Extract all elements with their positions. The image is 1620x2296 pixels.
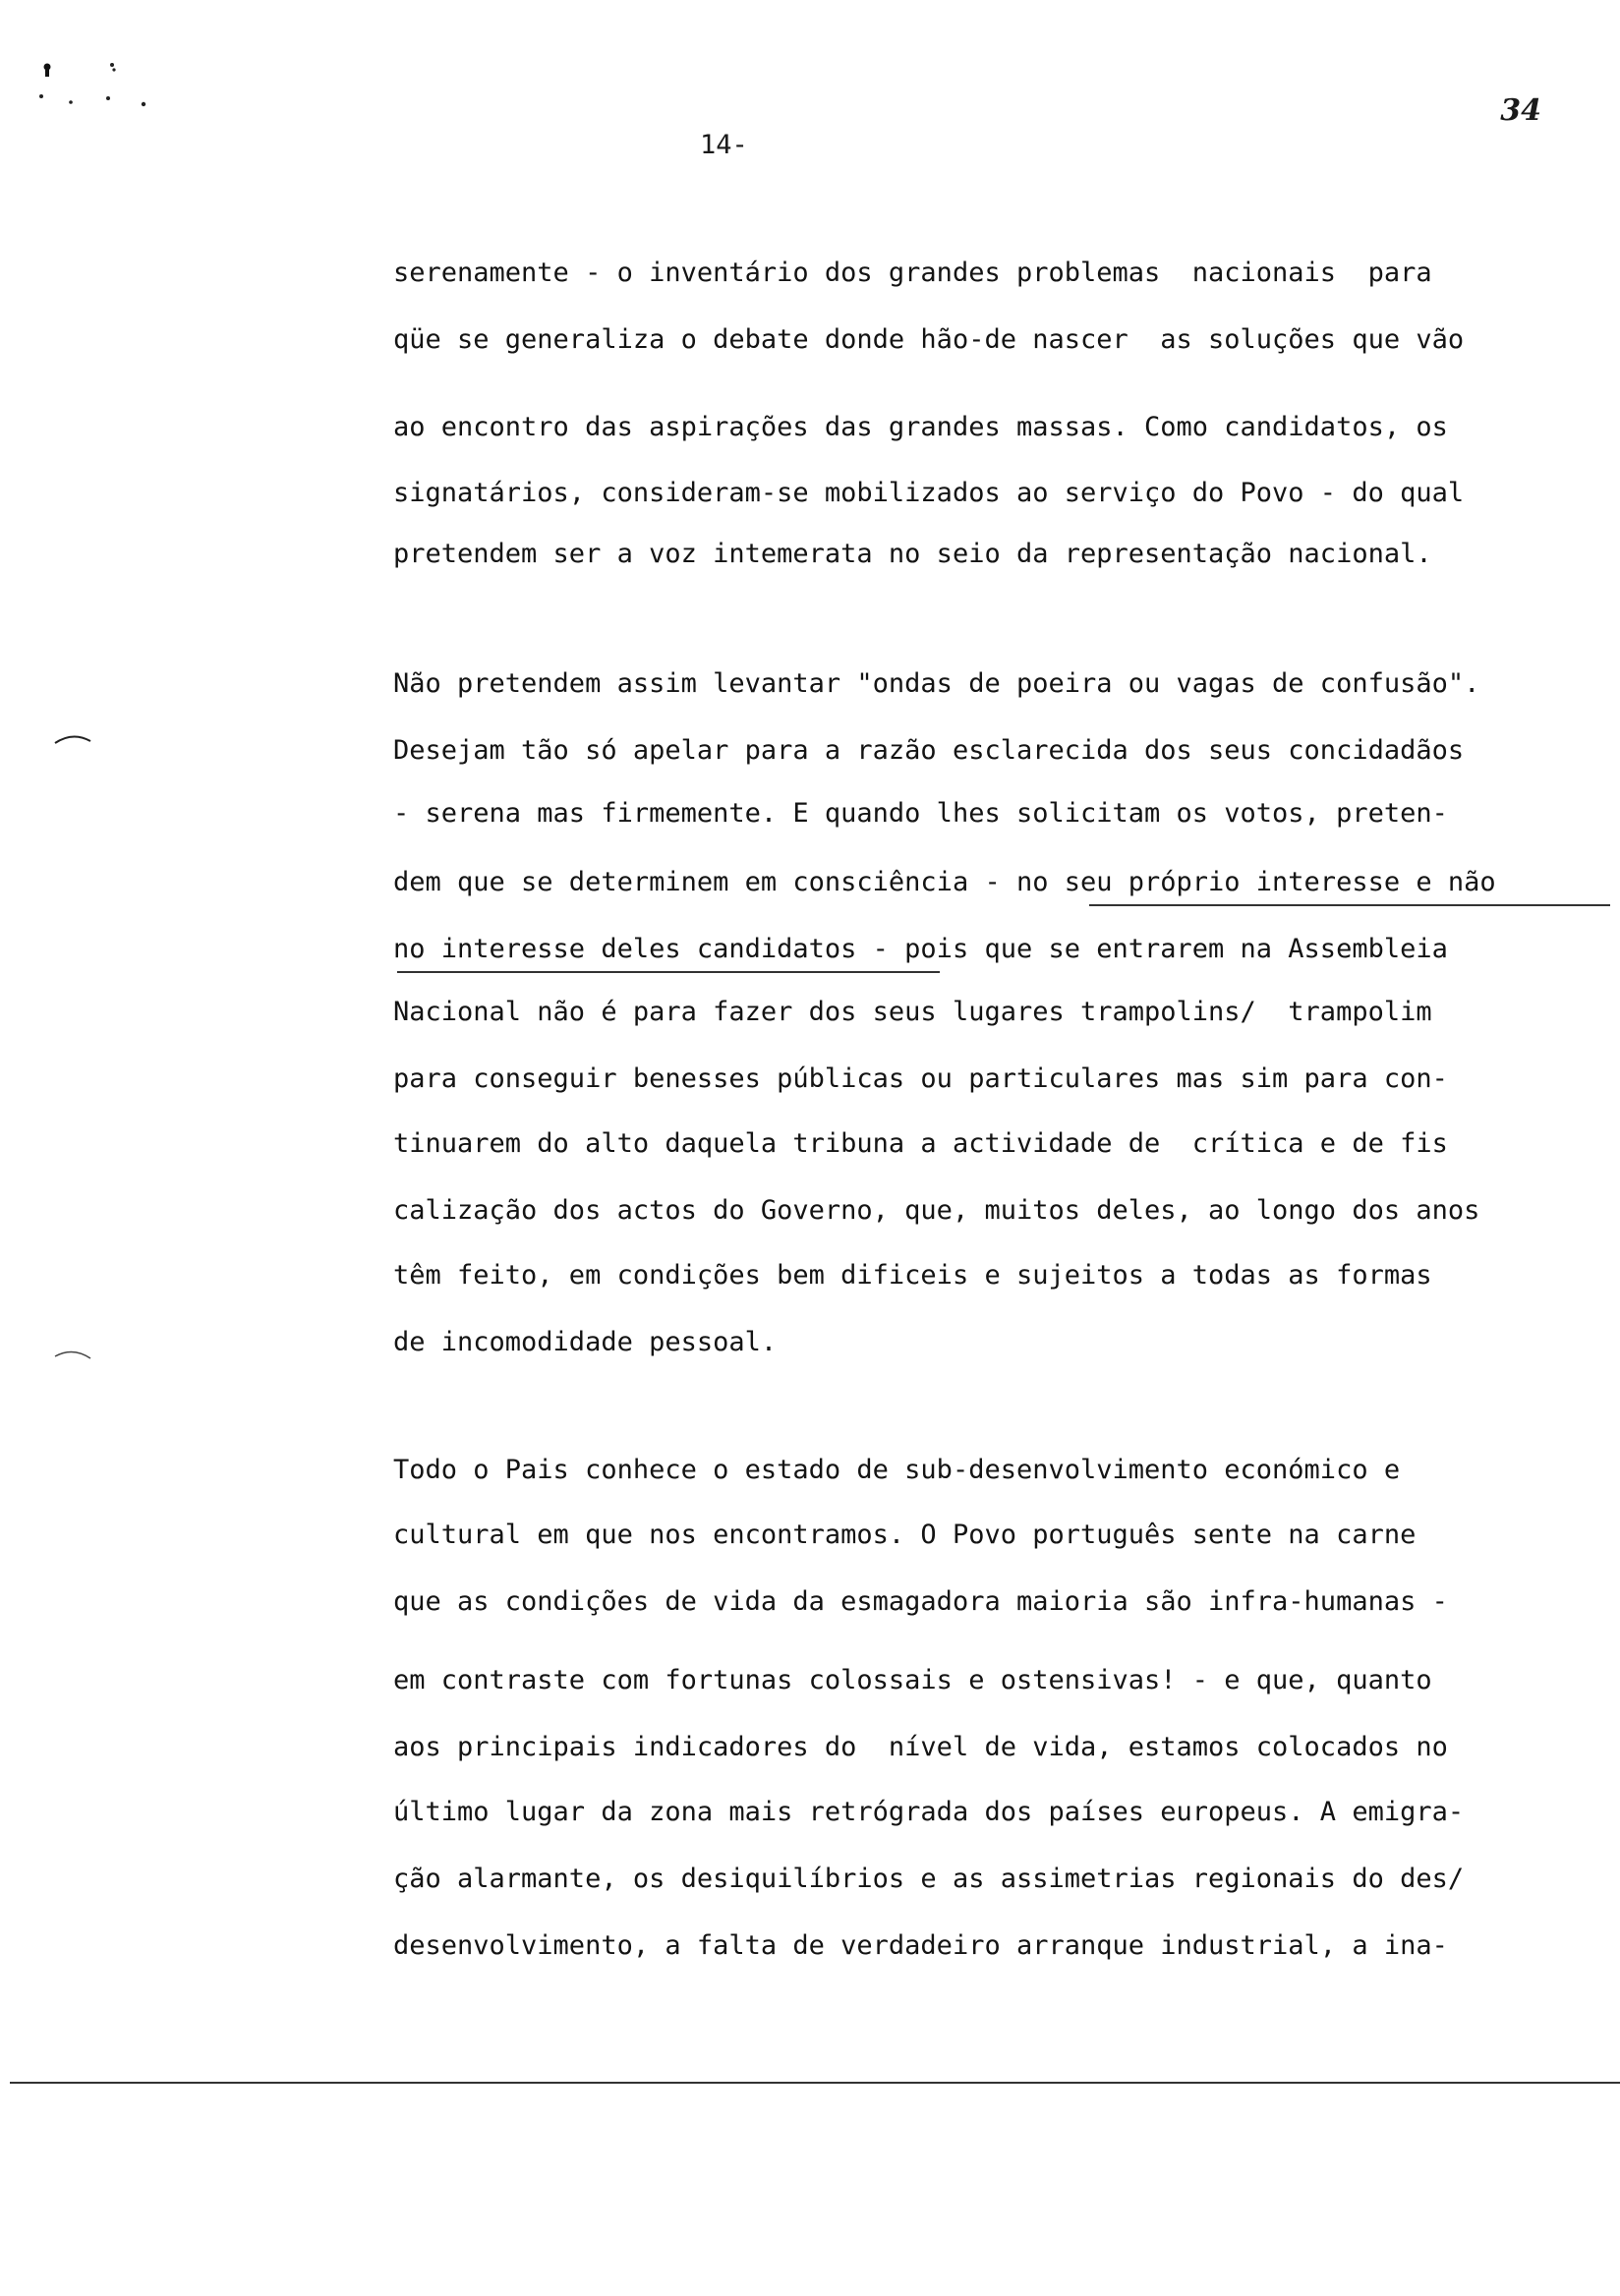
text-line: têm feito, em condições bem dificeis e sujeitos a todas as formas	[393, 1260, 1432, 1291]
text-line: calização dos actos do Governo, que, muitos deles, ao longo dos anos	[393, 1195, 1480, 1226]
archive-number: 34	[1500, 93, 1541, 128]
text-line: Desejam tão só apelar para a razão esclarecida dos seus concidadãos	[393, 735, 1465, 766]
text-line: para conseguir benesses públicas ou particulares mas sim para con-	[393, 1063, 1448, 1094]
text-line: em contraste com fortunas colossais e ostensivas! - e que, quanto	[393, 1665, 1432, 1695]
text-line: qüe se generaliza o debate donde hão-de nascer as soluções que vão	[393, 324, 1465, 355]
text-line: último lugar da zona mais retrógrada dos países europeus. A emigra-	[393, 1797, 1465, 1827]
text-line: Não pretendem assim levantar "ondas de poeira ou vagas de confusão".	[393, 668, 1480, 699]
margin-mark	[53, 729, 92, 749]
text-line: aos principais indicadores do nível de vida, estamos colocados no	[393, 1732, 1448, 1762]
text-line: desenvolvimento, a falta de verdadeiro arranque industrial, a ina-	[393, 1930, 1448, 1961]
text-line: no interesse deles candidatos - pois que se entrarem na Assembleia	[393, 934, 1448, 964]
handwritten-underline	[397, 971, 940, 973]
text-line: - serena mas firmemente. E quando lhes solicitam os votos, preten-	[393, 798, 1448, 829]
text-line: Todo o Pais conhece o estado de sub-desenvolvimento económico e	[393, 1455, 1401, 1485]
text-line: tinuarem do alto daquela tribuna a actividade de crítica e de fis	[393, 1128, 1448, 1159]
text-line: dem que se determinem em consciência - no seu próprio interesse e não	[393, 867, 1496, 897]
paper-specks	[28, 59, 165, 118]
text-line: de incomodidade pessoal.	[393, 1327, 778, 1357]
text-line: pretendem ser a voz intemerata no seio da representação nacional.	[393, 539, 1432, 569]
text-line: Nacional não é para fazer dos seus lugares trampolins/ trampolim	[393, 997, 1432, 1027]
text-line: ao encontro das aspirações das grandes massas. Como candidatos, os	[393, 412, 1448, 442]
text-line: cultural em que nos encontramos. O Povo português sente na carne	[393, 1520, 1417, 1550]
handwritten-underline	[1089, 904, 1610, 906]
page-number: 14-	[700, 130, 748, 160]
text-line: serenamente - o inventário dos grandes problemas nacionais para	[393, 258, 1432, 288]
text-line: ção alarmante, os desiquilíbrios e as assimetrias regionais do des/	[393, 1864, 1465, 1894]
margin-mark	[53, 1345, 92, 1364]
text-line: que as condições de vida da esmagadora maioria são infra-humanas -	[393, 1586, 1448, 1617]
text-line: signatários, consideram-se mobilizados ao serviço do Povo - do qual	[393, 478, 1465, 508]
bottom-rule	[10, 2082, 1620, 2084]
